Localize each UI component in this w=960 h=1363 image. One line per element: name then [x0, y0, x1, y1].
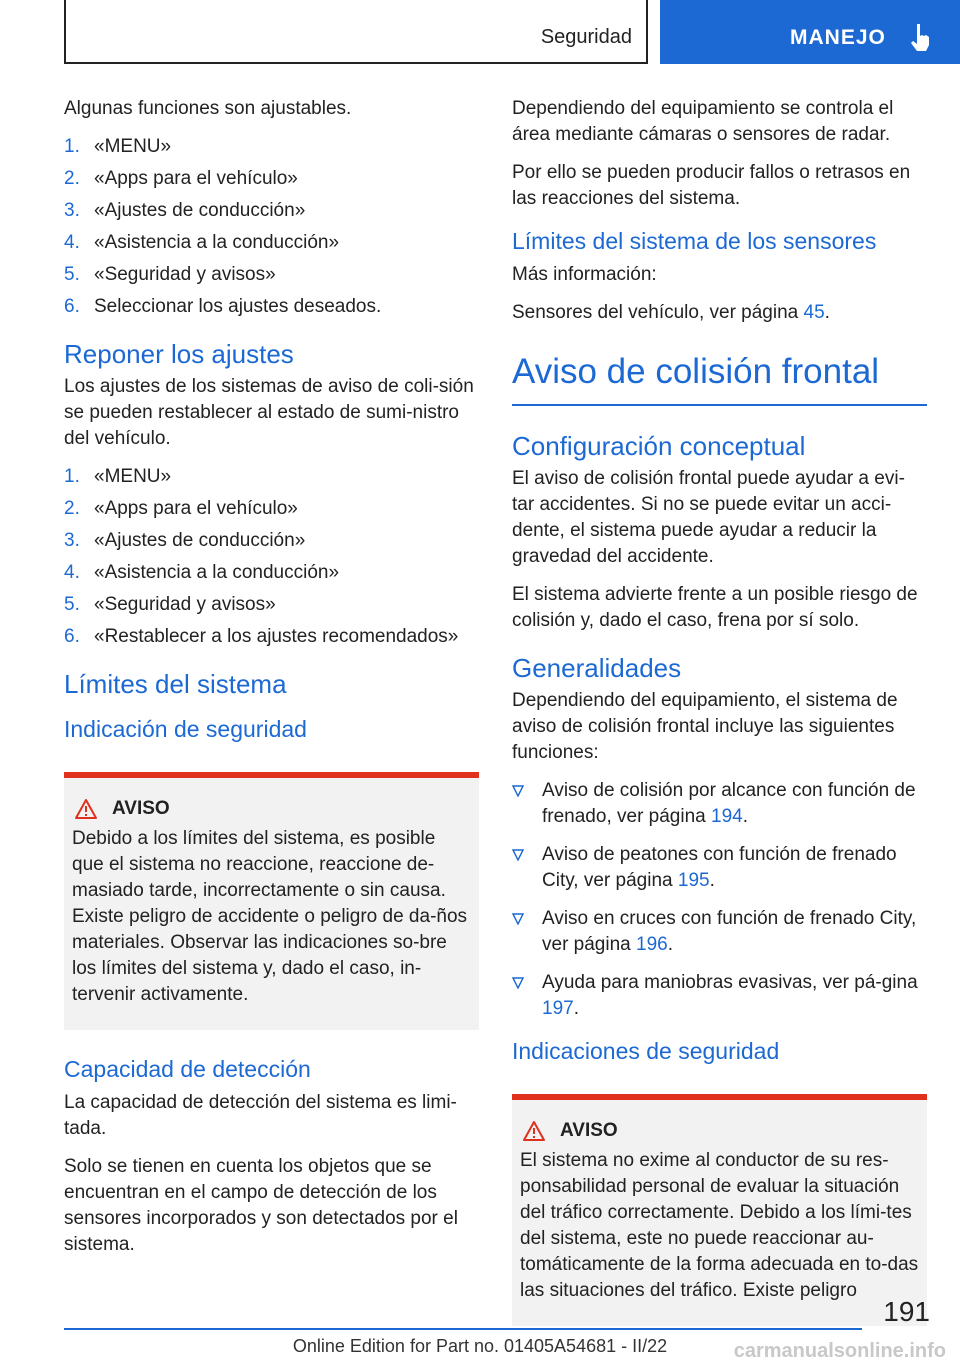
list-item — [64, 262, 479, 288]
step-text: «Ajustes de conducción» — [94, 200, 306, 221]
step-text: «MENU» — [94, 466, 172, 487]
sensor-limits-heading: Límites del sistema de los sensores — [512, 228, 877, 254]
step-text: «Seguridad y avisos» — [94, 264, 276, 285]
safety-notes-heading: Indicaciones de seguridad — [512, 1038, 780, 1064]
step-number: 6. — [64, 296, 80, 317]
step-text: «Asistencia a la conducción» — [94, 562, 340, 583]
warning-title — [72, 798, 471, 820]
main-heading: Aviso de colisión frontal — [512, 348, 927, 406]
step-number: 2. — [64, 168, 80, 189]
reset-text: Los ajustes de los sistemas de aviso de coli-sión se pueden restablecer al estado de sumi-nistro del vehículo. — [64, 376, 474, 449]
step-text: Seleccionar los ajustes deseados. — [94, 296, 382, 317]
step-number: 2. — [64, 498, 80, 519]
list-item — [64, 134, 479, 160]
bullet-text: Aviso de peatones con función de frenado City, ver página — [542, 844, 897, 891]
warning-title — [520, 1120, 919, 1142]
step-text: «Ajustes de conducción» — [94, 530, 306, 551]
triangle-bullet-icon — [512, 849, 524, 861]
right-column — [512, 96, 927, 1326]
concept-text-2: El sistema advierte frente a un posible riesgo de colisión y, dado el caso, frena por sí solo. — [512, 584, 918, 631]
page-link[interactable]: 45 — [803, 302, 825, 323]
section-title: Seguridad — [540, 26, 632, 48]
list-item — [64, 230, 479, 256]
detection-text-1: La capacidad de detección del sistema es limi-tada. — [64, 1092, 457, 1139]
warning-triangle-icon — [522, 1120, 546, 1142]
sensors-reference: Sensores del vehículo, ver página 45. — [512, 302, 830, 323]
step-number: 1. — [64, 136, 80, 157]
page-link[interactable]: 197 — [542, 998, 574, 1019]
list-item: Ayuda para maniobras evasivas, ver pá-gina 197. — [512, 970, 927, 1022]
list-item — [64, 624, 479, 650]
safety-heading: Indicación de seguridad — [64, 716, 307, 742]
equipment-text: Dependiendo del equipamiento se controla el área mediante cámaras o sensores de radar. — [512, 98, 894, 145]
page-link[interactable]: 196 — [636, 934, 668, 955]
warning-label: AVISO — [560, 1120, 618, 1141]
list-item — [64, 496, 479, 522]
left-column — [64, 96, 479, 1270]
delay-text: Por ello se pueden producir fallos o retrasos en las reacciones del sistema. — [512, 162, 911, 209]
warning-box — [512, 1094, 927, 1326]
edition-text: Online Edition for Part no. 01405A54681 - II/22 — [292, 1336, 668, 1356]
footer-divider — [64, 1328, 862, 1330]
watermark: carmanualsonline.info — [733, 1340, 946, 1362]
step-number: 3. — [64, 530, 80, 551]
list-item — [64, 294, 479, 320]
more-info-text: Más información: — [512, 264, 657, 285]
steps-list-2 — [64, 464, 479, 650]
warning-triangle-icon — [74, 798, 98, 820]
bullet-text: Aviso en cruces con función de frenado City, ver página — [542, 908, 917, 955]
step-text: «Apps para el vehículo» — [94, 168, 298, 189]
step-text: «Asistencia a la conducción» — [94, 232, 340, 253]
reference-text: Sensores del vehículo, ver página — [512, 302, 804, 323]
functions-list — [512, 778, 927, 1022]
list-item — [64, 166, 479, 192]
step-number: 4. — [64, 562, 80, 583]
step-number: 1. — [64, 466, 80, 487]
hand-pointer-icon — [908, 22, 934, 52]
limits-heading: Límites del sistema — [64, 669, 287, 699]
bullet-text: Ayuda para maniobras evasivas, ver pá-gina — [542, 972, 918, 993]
warning-text: El sistema no exime al conductor de su res-ponsabilidad personal de evaluar la situación del tráfico correctamente. Debido a los lími-tes del sistema, este no puede reaccionar au-tomáticamente de la forma adecuada en to-das las situaciones del tráfico. Existe peligro — [520, 1150, 919, 1301]
step-text: «Restablecer a los ajustes recomendados» — [94, 626, 459, 647]
triangle-bullet-icon — [512, 977, 524, 989]
list-item — [64, 464, 479, 490]
header-section-box — [64, 0, 648, 64]
list-item — [64, 198, 479, 224]
step-number: 6. — [64, 626, 80, 647]
detection-heading: Capacidad de detección — [64, 1056, 311, 1082]
list-item — [64, 592, 479, 618]
step-number: 4. — [64, 232, 80, 253]
concept-text-1: El aviso de colisión frontal puede ayudar a evi-tar accidentes. Si no se puede evitar un acci-dente, el sistema puede ayudar a reducir la gravedad del accidente. — [512, 468, 905, 567]
general-heading: Generalidades — [512, 653, 682, 683]
step-number: 5. — [64, 264, 80, 285]
warning-box — [64, 772, 479, 1030]
detection-text-2: Solo se tienen en cuenta los objetos que se encuentran en el campo de detección de los sensores incorporados y son detectados por el sistema. — [64, 1156, 458, 1255]
step-number: 5. — [64, 594, 80, 615]
step-text: «Apps para el vehículo» — [94, 498, 298, 519]
intro-text: Algunas funciones son ajustables. — [64, 98, 352, 119]
triangle-bullet-icon — [512, 785, 524, 797]
reset-heading: Reponer los ajustes — [64, 339, 294, 369]
steps-list-1 — [64, 134, 479, 320]
triangle-bullet-icon — [512, 913, 524, 925]
general-text: Dependiendo del equipamiento, el sistema de aviso de colisión frontal incluye las siguientes funciones: — [512, 690, 898, 763]
warning-label: AVISO — [112, 798, 170, 819]
step-text: «MENU» — [94, 136, 172, 157]
step-number: 3. — [64, 200, 80, 221]
warning-text: Debido a los límites del sistema, es posible que el sistema no reaccione, reaccione de-masiado tarde, incorrectamente o sin causa. Existe peligro de accidente o peligro de da-ños materiales. Observar las indicaciones so-bre los límites del sistema y, dado el caso, in-tervenir activamente. — [72, 828, 468, 1005]
list-item: Aviso en cruces con función de frenado City, ver página 196. — [512, 906, 927, 958]
list-item — [64, 560, 479, 586]
list-item: Aviso de peatones con función de frenado City, ver página 195. — [512, 842, 927, 894]
page-link[interactable]: 194 — [711, 806, 743, 827]
page-number: 191 — [883, 1296, 930, 1327]
step-text: «Seguridad y avisos» — [94, 594, 276, 615]
chapter-tab[interactable] — [660, 0, 960, 64]
list-item: Aviso de colisión por alcance con función de frenado, ver página 194. — [512, 778, 927, 830]
bullet-text: Aviso de colisión por alcance con función de frenado, ver página — [542, 780, 916, 827]
chapter-title: MANEJO — [790, 26, 886, 49]
list-item — [64, 528, 479, 554]
concept-heading: Configuración conceptual — [512, 431, 806, 461]
page-link[interactable]: 195 — [677, 870, 710, 891]
